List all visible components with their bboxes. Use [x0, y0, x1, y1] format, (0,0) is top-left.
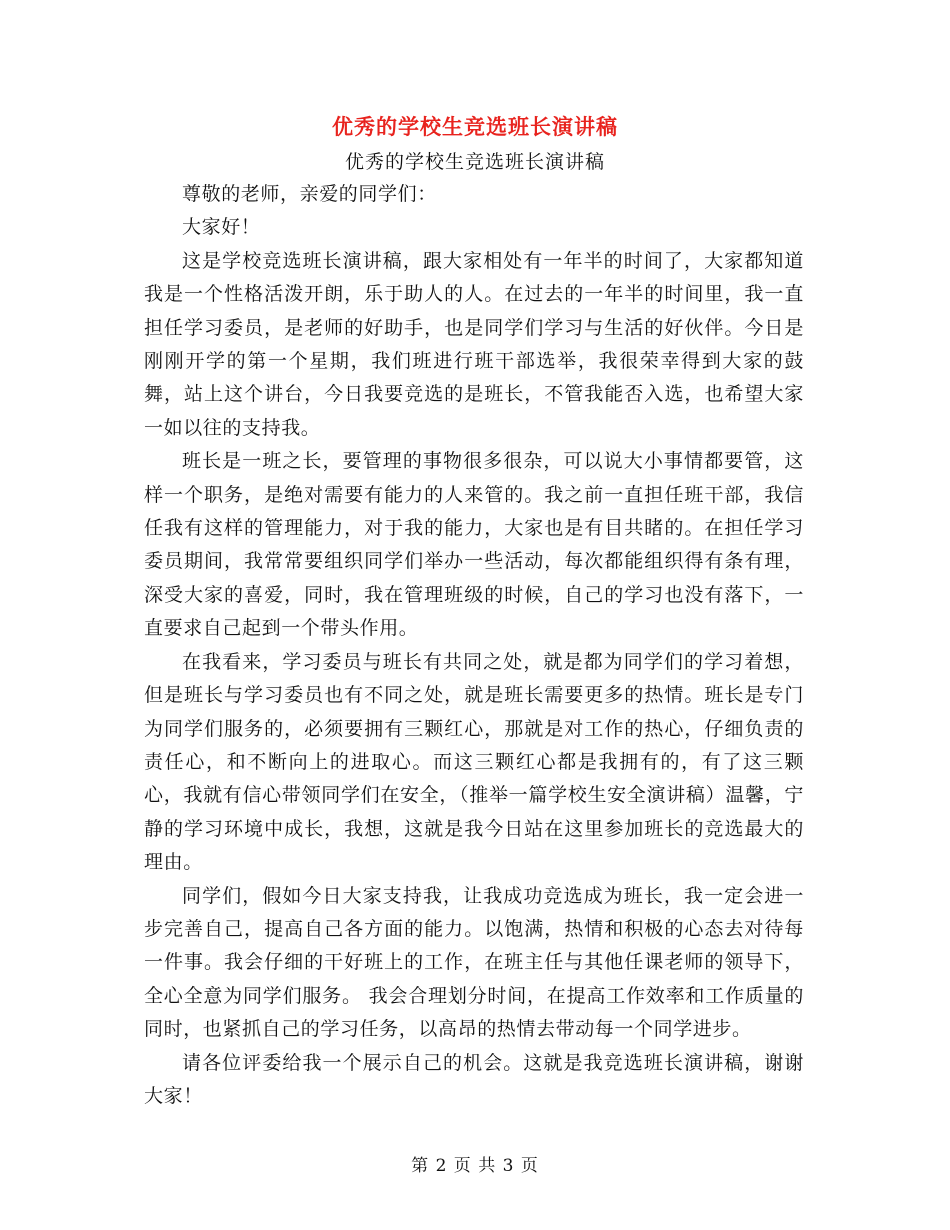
paragraph-introduction: 这是学校竞选班长演讲稿，跟大家相处有一年半的时间了，大家都知道我是一个性格活泼开朗，乐于助人的人。在过去的一年半的时间里，我一直担任学习委员，是老师的好助手，也是同学们学习与生活的好伙伴。今日是刚刚开学的第一个星期，我们班进行班干部选举，我很荣幸得到大家的鼓舞，站上这个讲台，今日我要竞选的是班长，不管我能否入选，也希望大家一如以往的支持我。: [144, 249, 804, 439]
paragraph-closing: 请各位评委给我一个展示自己的机会。这就是我竞选班长演讲稿，谢谢大家！: [144, 1051, 804, 1107]
paragraph-promise: 同学们，假如今日大家支持我，让我成功竞选成为班长，我一定会进一步完善自己，提高自己各方面的能力。以饱满，热情和积极的心态去对待每一件事。我会仔细的干好班上的工作，在班主任与其他任课老师的领导下，全心全意为同学们服务。 我会合理划分时间，在提高工作效率和工作质量的同时，也紧抓自己的学习任务，以高昂的热情去带动每一个同学进步。: [144, 884, 804, 1041]
page-number-footer: 第 2 页 共 3 页: [411, 1156, 539, 1176]
document-title: 优秀的学校生竞选班长演讲稿: [332, 114, 618, 139]
paragraph-greeting: 尊敬的老师，亲爱的同学们：: [182, 183, 437, 205]
paragraph-qualities: 在我看来，学习委员与班长有共同之处，就是都为同学们的学习着想，但是班长与学习委员也有不同之处，就是班长需要更多的热情。班长是专门为同学们服务的，必须要拥有三颗红心，那就是对工作的热心，仔细负责的责任心，和不断向上的进取心。而这三颗红心都是我拥有的，有了这三颗心，我就有信心带领同学们在安全，（推举一篇学校生安全演讲稿）温馨，宁静的学习环境中成长，我想，这就是我今日站在这里参加班长的竞选最大的理由。: [144, 650, 804, 874]
document-body: [144, 178, 804, 1113]
document-subtitle: 优秀的学校生竞选班长演讲稿: [344, 151, 605, 173]
paragraph-experience: 班长是一班之长，要管理的事物很多很杂，可以说大小事情都要管，这样一个职务，是绝对需要有能力的人来管的。我之前一直担任班干部，我信任我有这样的管理能力，对于我的能力，大家也是有目共睹的。在担任学习委员期间，我常常要组织同学们举办一些活动，每次都能组织得有条有理，深受大家的喜爱，同时，我在管理班级的时候，自己的学习也没有落下，一直要求自己起到一个带头作用。: [144, 450, 804, 640]
paragraph-hello: 大家好！: [182, 216, 261, 239]
